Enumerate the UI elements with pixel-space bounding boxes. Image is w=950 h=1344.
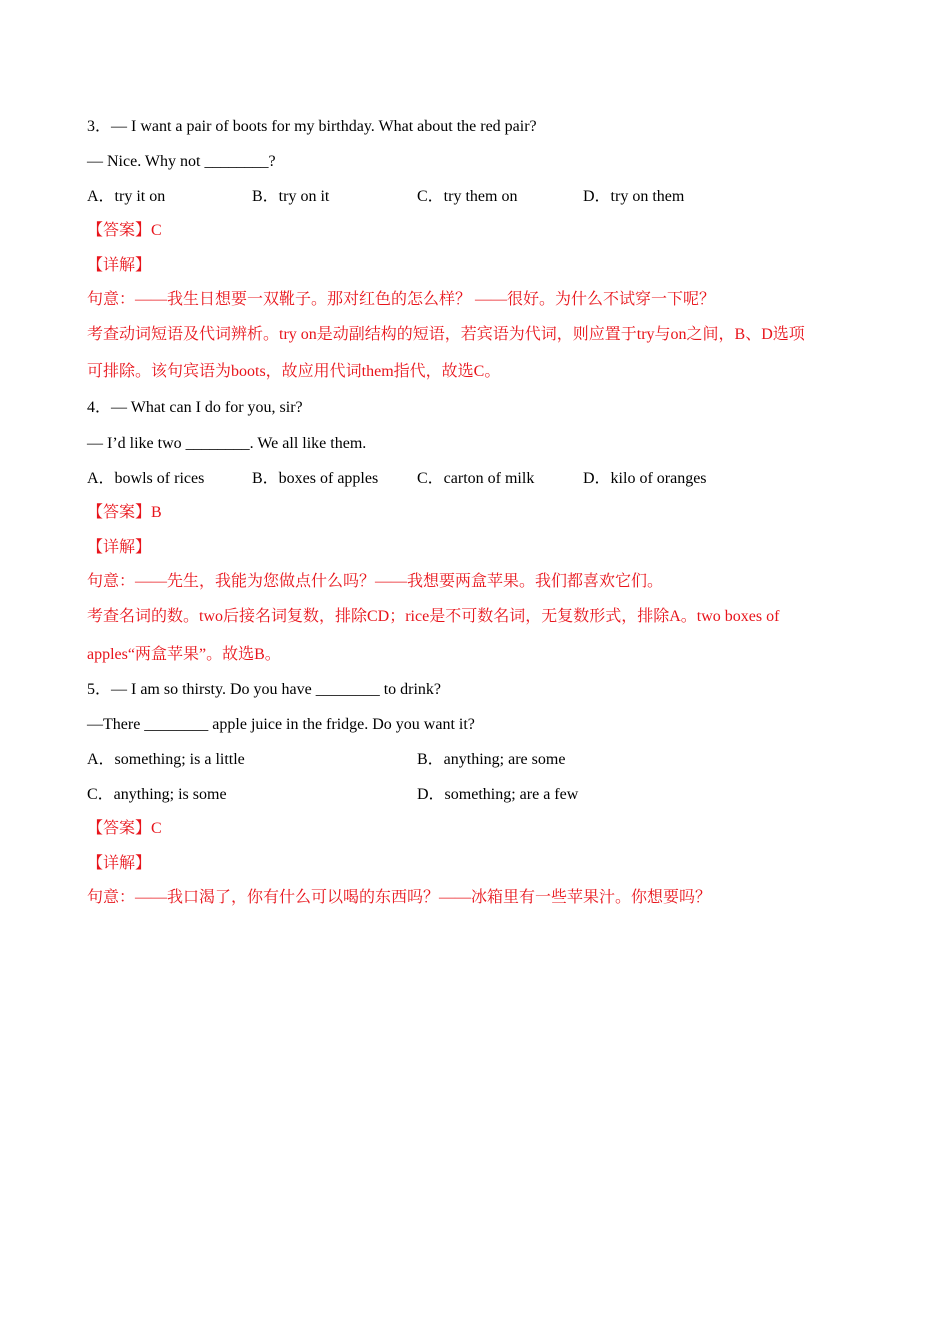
option-d: D．try on them <box>583 188 685 205</box>
explanation-line: 句意：——先生，我能为您做点什么吗？——我想要两盒苹果。我们都喜欢它们。 <box>87 573 664 590</box>
question-4-reply: — I’d like two ________. We all like them. <box>87 435 367 452</box>
option-c: C．anything; is some <box>87 786 227 803</box>
question-3-options <box>87 187 847 207</box>
answer-label: 【答案】C <box>87 820 162 837</box>
option-c: C．carton of milk <box>417 470 535 487</box>
detail-label: 【详解】 <box>87 855 152 872</box>
option-b: B．anything; are some <box>417 751 566 768</box>
option-a: A．something; is a little <box>87 751 245 768</box>
question-5-options-row-2 <box>87 785 847 805</box>
option-d: D．something; are a few <box>417 786 579 803</box>
explanation-line: 句意：——我生日想要一双靴子。那对红色的怎么样？ ——很好。为什么不试穿一下呢？ <box>87 291 716 308</box>
question-5-options-row-1 <box>87 750 847 770</box>
explanation-line: 考查动词短语及代词辨析。try on是动副结构的短语，若宾语为代词，则应置于try与on之间，B、D选项 <box>87 326 805 343</box>
question-3-stem: 3．— I want a pair of boots for my birthday. What about the red pair? <box>87 118 537 135</box>
question-5-reply: —There ________ apple juice in the fridge. Do you want it? <box>87 716 475 733</box>
option-b: B．try on it <box>252 188 330 205</box>
detail-label: 【详解】 <box>87 257 152 274</box>
option-d: D．kilo of oranges <box>583 470 707 487</box>
option-a: A．try it on <box>87 188 166 205</box>
explanation-line: 句意：——我口渴了，你有什么可以喝的东西吗？——冰箱里有一些苹果汁。你想要吗？ <box>87 889 712 906</box>
question-5-stem: 5．— I am so thirsty. Do you have ________ to drink? <box>87 681 442 698</box>
explanation-line: apples“两盒苹果”。故选B。 <box>87 646 281 663</box>
question-3-reply: — Nice. Why not ________? <box>87 153 276 170</box>
explanation-line: 考查名词的数。two后接名词复数，排除CD；rice是不可数名词，无复数形式，排除A。two boxes of <box>87 608 780 625</box>
explanation-line: 可排除。该句宾语为boots，故应用代词them指代，故选C。 <box>87 363 501 380</box>
answer-label: 【答案】B <box>87 504 162 521</box>
question-4-options <box>87 469 847 489</box>
option-c: C．try them on <box>417 188 518 205</box>
answer-label: 【答案】C <box>87 222 162 239</box>
question-4-stem: 4．— What can I do for you, sir? <box>87 399 303 416</box>
detail-label: 【详解】 <box>87 539 152 556</box>
option-a: A．bowls of rices <box>87 470 205 487</box>
option-b: B．boxes of apples <box>252 470 379 487</box>
